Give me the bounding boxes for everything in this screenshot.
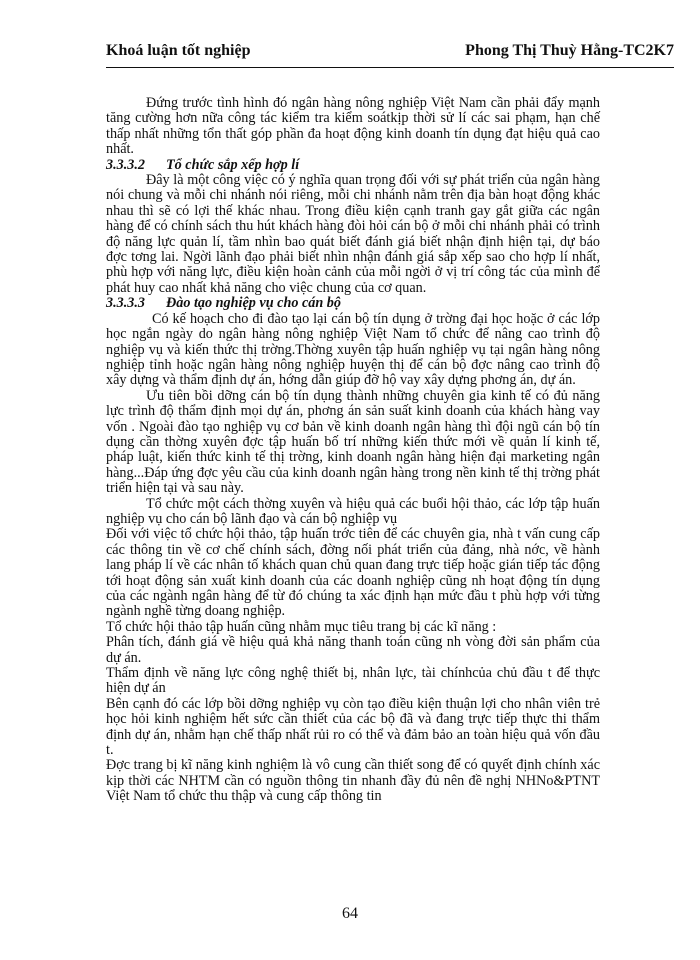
- paragraph-intro: Đứng trước tình hình đó ngân hàng nông nghiệp Việt Nam cần phải đẩy mạnh tăng cường hơn nữa công tác kiểm tra kiểm soátkịp thời sử lí các sai phạm, hạn chế thấp nhất những tổn thất góp phần đa hoạt động kinh doanh tín dụng đạt hiệu quả cao nhất.: [106, 95, 600, 158]
- paragraph-appraisal: Thẩm định về năng lực công nghệ thiết bị, nhân lực, tài chínhcủa chủ đầu t để thực hiện dự án: [106, 665, 600, 697]
- header-author: Phong Thị Thuỳ Hằng-TC2K7: [465, 42, 674, 59]
- section-title: Đào tạo nghiệp vụ cho cán bộ: [166, 295, 341, 312]
- paragraph-information: Đợc trang bị kĩ năng kinh nghiệm là vô cung cần thiết song để có quyết định chính xác kịp thời các NHTM cần có nguồn thông tin nhanh đầy đủ nên đề nghị NHNo&PTNT Việt Nam tổ chức thu thập và cung cấp thông tin: [106, 757, 600, 805]
- page-number: 64: [342, 905, 358, 922]
- paragraph-young-staff: Bên cạnh đó các lớp bồi dỡng nghiệp vụ còn tạo điều kiện thuận lợi cho nhân viên trẻ học hỏi kinh nghiệm hết sức cần thiết của các bộ đã và đang trực tiếp thực thi thẩm định dự án, nhằm hạn chế thấp nhất rủi ro có thể và đảm bảo an toàn hiệu quả vốn đầu t.: [106, 695, 600, 759]
- paragraph-organization: Đây là một công việc có ý nghĩa quan trọng đối với sự phát triển của ngân hàng nói chung và mỗi chi nhánh nói riêng, mỗi chi nhánh nằm trên địa bàn hoạt động khác nhau thì sẽ có lợi thế khác nhau. Trong điều kiện cạnh tranh gay gắt giữa các ngân hàng để có chính sách thu hút khách hàng đòi hỏi cán bộ ở mỗi chi nhánh phải có trình độ năng lực quản lí, tầm nhìn bao quát biết đánh giá biết nhận định hiện tại, dự báo đợc tơng lai. Ngời lãnh đạo phải biết nhìn nhận đánh giá sắp xếp sao cho hợp lí nhất, phù hợp với năng lực, điều kiện hoàn cảnh của mỗi ngời ở vị trí công tác của mình để phát huy cao nhất khả năng cho việc chung của cơ quan.: [106, 172, 600, 296]
- page-body: [106, 96, 600, 805]
- paragraph-seminars: Đối với việc tổ chức hội thảo, tập huấn trớc tiên để các chuyên gia, nhà t vấn cung cấp các thông tin về cơ chế chính sách, đờng nối phát triển của đảng, nhà nớc, về hành lang pháp lí về các nhân tố khách quan chủ quan đang trực tiếp hoặc gián tiếp tác động tới hoạt động sản xuất kinh doanh của các doanh nghiệp cũng nh hoạt động tín dụng của các ngành ngân hàng để từ đó chúng ta xác định hạn mức đầu t phù hợp với từng ngành nghề từng doang nghiệp.: [106, 526, 600, 620]
- section-number: 3.3.3.3: [106, 295, 146, 312]
- section-title: Tổ chức sắp xếp hợp lí: [166, 156, 300, 173]
- paragraph-workshops: Tổ chức một cách thờng xuyên và hiệu quả các buổi hội thảo, các lớp tập huấn nghiệp vụ cho cán bộ lãnh đạo và cán bộ nghiệp vụ: [106, 495, 600, 527]
- header-thesis-title: Khoá luận tốt nghiệp: [106, 42, 251, 59]
- paragraph-priority: Ưu tiên bồi dỡng cán bộ tín dụng thành những chuyên gia kinh tế có đủ năng lực trình độ thẩm định mọi dự án, phơng án sản suất kinh doanh của khách hàng vay vốn . Ngoài đào tạo nghiệp vụ cơ bản về kinh doanh ngân hàng thì đội ngũ cán bộ tín dụng cần thờng xuyên đợc tập huấn bố trí những kiến thức mới về quản lí kinh tế, pháp luật, kiến thức kinh tế thị trờng, kinh doanh ngân hàng hiện đại marketing ngân hàng...Đáp ứng đợc yêu cầu của kinh doanh ngân hàng trong nền kinh tế thị trờng phát triển hiện tại và sau này.: [106, 387, 600, 497]
- paragraph-training: Có kế hoạch cho đi đào tạo lại cán bộ tín dụng ở trờng đại học hoặc ở các lớp học ngắn ngày do ngân hàng nông nghiệp Việt Nam tổ chức để nâng cao trình độ nghiệp vụ và kiến thức thị trờng.Thờng xuyên tập huấn nghiệp vụ tại ngân hàng nông nghiệp tỉnh hoặc ngân hàng nông nghiệp huyện thị để cán bộ đợc nâng cao trình độ xây dựng và thẩm định dự án, hớng dẫn giúp đỡ hộ vay xây dựng phơng án, dự án.: [106, 310, 600, 389]
- section-heading-3-3-3-3: [106, 296, 600, 311]
- section-heading-3-3-3-2: [106, 158, 600, 173]
- header-rule: [106, 67, 674, 68]
- section-number: 3.3.3.2: [106, 156, 146, 173]
- page-header: [106, 38, 674, 64]
- paragraph-skills-intro: Tổ chức hội thảo tập huấn cũng nhằm mục tiêu trang bị các kĩ năng :: [106, 618, 497, 635]
- paragraph-analysis: Phân tích, đánh giá về hiệu quả khả năng thanh toán cũng nh vòng đời sản phẩm của dự án.: [106, 634, 600, 666]
